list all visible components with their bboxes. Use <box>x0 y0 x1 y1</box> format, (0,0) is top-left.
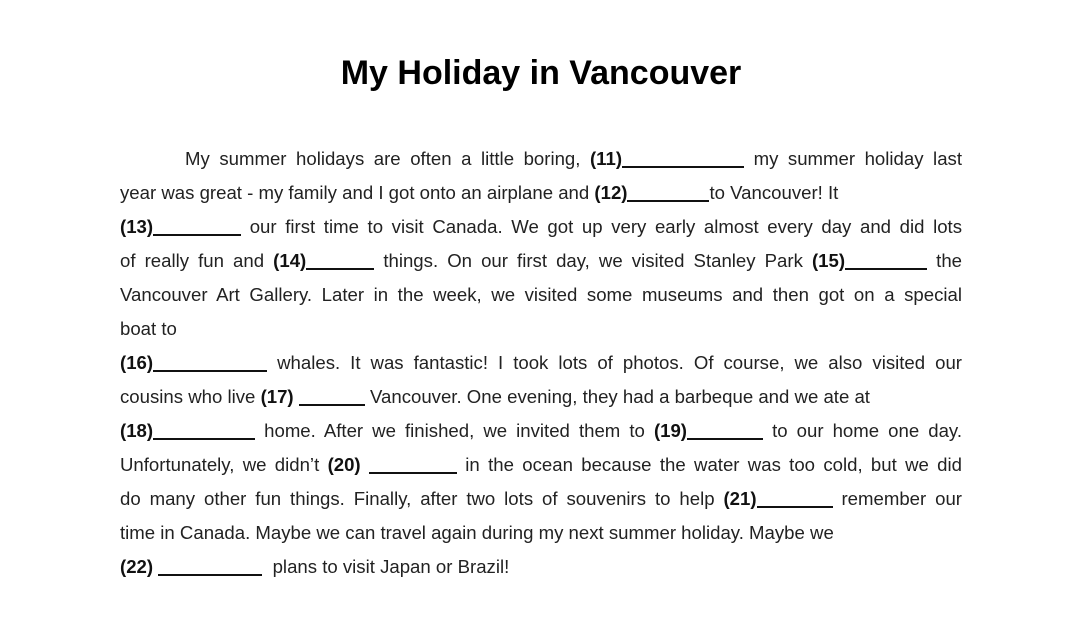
blank-number-20: (20) <box>327 454 361 475</box>
text: whales. It was fantastic! I took lots of photos. Of course, we also visited our <box>277 352 963 373</box>
text: Vancouver. One evening, they had a barbeque and we ate at <box>369 386 870 407</box>
text: to Vancouver! It <box>709 182 839 203</box>
text: year was great - my family and I got onto an airplane and <box>120 182 590 203</box>
blank-18[interactable] <box>153 420 255 440</box>
blank-number-19: (19) <box>653 420 688 441</box>
blank-19[interactable] <box>687 420 763 440</box>
blank-number-12: (12) <box>594 182 628 203</box>
text: remember our <box>841 488 962 509</box>
blank-number-21: (21) <box>723 488 757 509</box>
paragraph-line <box>120 482 962 516</box>
text: the <box>936 250 963 271</box>
paragraph-line <box>120 550 962 584</box>
text: time in Canada. Maybe we can travel again during my next summer holiday. Maybe we <box>120 522 834 543</box>
blank-16[interactable] <box>153 352 267 372</box>
blank-number-16: (16) <box>120 352 154 373</box>
text: of really fun and <box>120 250 265 271</box>
text: my summer holiday last <box>753 148 962 169</box>
blank-number-11: (11) <box>589 148 623 169</box>
paragraph-line <box>120 346 962 380</box>
blank-22[interactable] <box>158 556 262 576</box>
blank-20[interactable] <box>369 454 457 474</box>
blank-number-17: (17) <box>260 386 294 407</box>
text: do many other fun things. Finally, after two lots of souvenirs to help <box>120 488 715 509</box>
blank-14[interactable] <box>306 250 374 270</box>
paragraph-line <box>120 516 962 550</box>
paragraph-line <box>120 244 962 278</box>
blank-number-15: (15) <box>811 250 846 271</box>
text: to our home one day. <box>772 420 962 441</box>
text: Vancouver Art Gallery. Later in the week, we visited some museums and then got on a special <box>120 284 962 305</box>
text: home. After we finished, we invited them to <box>264 420 645 441</box>
paragraph-line <box>120 380 962 414</box>
page-title: My Holiday in Vancouver <box>340 54 742 92</box>
blank-number-22: (22) <box>120 556 154 577</box>
text: boat to <box>120 318 177 339</box>
blank-13[interactable] <box>153 216 241 236</box>
paragraph-line <box>120 210 962 244</box>
paragraph-line <box>120 278 962 312</box>
text: in the ocean because the water was too cold, but we did <box>465 454 963 475</box>
text: Unfortunately, we didn’t <box>120 454 320 475</box>
blank-12[interactable] <box>627 182 709 202</box>
text: My summer holidays are often a little boring, <box>185 148 581 169</box>
blank-17[interactable] <box>299 386 365 406</box>
paragraph-line <box>120 142 962 176</box>
paragraph-line <box>120 312 962 346</box>
blank-number-14: (14) <box>273 250 307 271</box>
blank-number-13: (13) <box>120 216 154 237</box>
blank-11[interactable] <box>622 148 744 168</box>
paragraph-line <box>120 448 962 482</box>
paragraph-line <box>120 176 962 210</box>
blank-15[interactable] <box>845 250 927 270</box>
text: plans to visit Japan or Brazil! <box>272 556 510 577</box>
text: our first time to visit Canada. We got up very early almost every day and did lots <box>249 216 962 237</box>
text: things. On our first day, we visited Stanley Park <box>383 250 803 271</box>
blank-21[interactable] <box>757 488 833 508</box>
blank-number-18: (18) <box>120 420 154 441</box>
paragraph-line <box>120 414 962 448</box>
text: cousins who live <box>120 386 256 407</box>
